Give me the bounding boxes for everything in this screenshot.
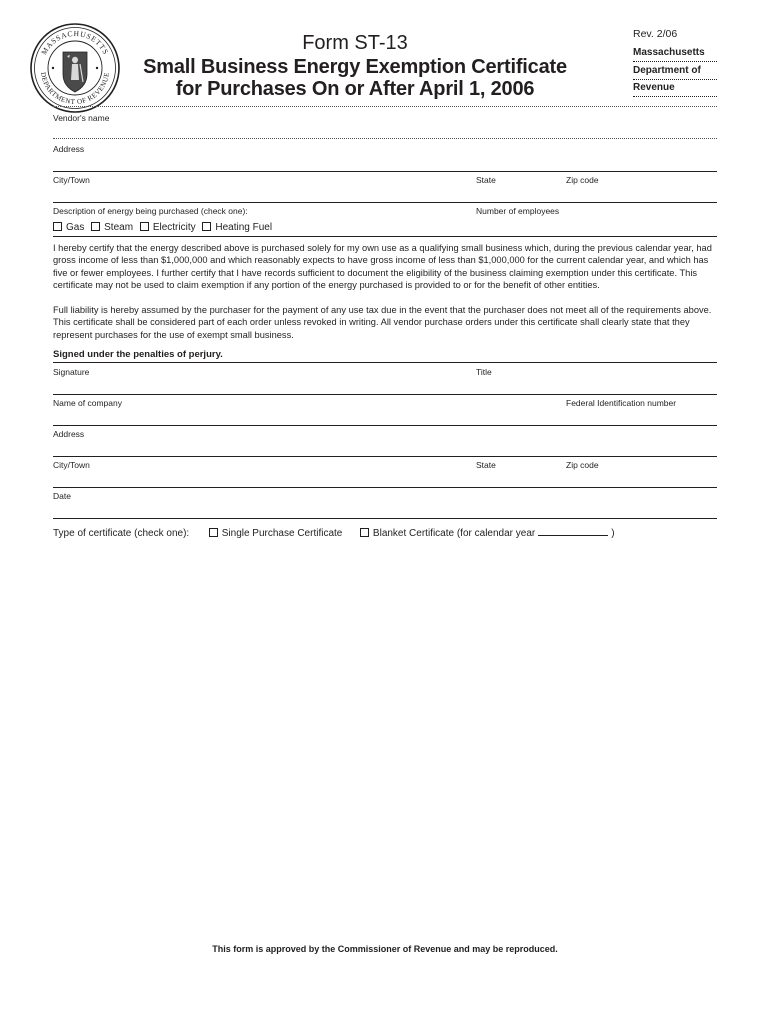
perjury-heading: Signed under the penalties of perjury. bbox=[53, 349, 223, 360]
certificate-type-label: Type of certificate (check one): bbox=[53, 528, 190, 539]
electricity-checkbox[interactable] bbox=[140, 222, 149, 231]
certification-paragraph: I hereby certify that the energy described above is purchased solely for my own use as a qualifying small business which, during the previous calendar year, had gross income of less than $1,000,000 and which reasonably expects to have gross income of less than $1,000,000 for the current calendar year, and which has five or fewer employees. I further certify that I have records sufficient to document the eligibility of the business claiming exemption under this certificate. This certificate may not be used to claim exemption if any portion of the energy purchased is provided to or for the benefit of other entities. bbox=[53, 243, 712, 291]
department-line3: Revenue bbox=[633, 82, 717, 97]
header-divider bbox=[53, 106, 717, 107]
purchaser-zip-label: Zip code bbox=[566, 460, 599, 470]
title-label: Title bbox=[476, 367, 492, 377]
heating-fuel-checkbox[interactable] bbox=[202, 222, 211, 231]
footer-note: This form is approved by the Commissioner of Revenue and may be reproduced. bbox=[212, 944, 558, 954]
vendor-city-line[interactable] bbox=[53, 202, 717, 203]
vendor-city-label: City/Town bbox=[53, 175, 90, 185]
energy-options bbox=[53, 222, 276, 233]
purchaser-city-line[interactable] bbox=[53, 487, 717, 488]
signature-top-line bbox=[53, 362, 717, 363]
svg-text:MASSACHUSETTS: MASSACHUSETTS bbox=[39, 28, 111, 57]
energy-line bbox=[53, 236, 717, 237]
vendor-address-line[interactable] bbox=[53, 171, 717, 172]
signature-line[interactable] bbox=[53, 394, 717, 395]
energy-option-electricity[interactable]: Electricity bbox=[140, 222, 196, 233]
revision-label: Rev. 2/06 bbox=[633, 28, 678, 40]
form-number: Form ST-13 bbox=[302, 32, 408, 54]
single-purchase-checkbox[interactable] bbox=[209, 528, 218, 537]
steam-checkbox[interactable] bbox=[91, 222, 100, 231]
date-line[interactable] bbox=[53, 518, 717, 519]
energy-option-gas[interactable]: Gas bbox=[53, 222, 84, 233]
energy-option-steam[interactable]: Steam bbox=[91, 222, 133, 233]
vendor-zip-label: Zip code bbox=[566, 175, 599, 185]
purchaser-address-label: Address bbox=[53, 429, 85, 439]
blanket-certificate-checkbox[interactable] bbox=[360, 528, 369, 537]
gas-checkbox[interactable] bbox=[53, 222, 62, 231]
company-name-line[interactable] bbox=[53, 425, 717, 426]
vendor-state-label: State bbox=[476, 175, 496, 185]
single-purchase-option[interactable]: Single Purchase Certificate bbox=[209, 528, 343, 539]
date-label: Date bbox=[53, 491, 71, 501]
liability-paragraph: Full liability is hereby assumed by the purchaser for the payment of any use tax due in the event that the purchaser does not meet all of the requirements above. This certificate shall be considered part of each order unless revoked in writing. All vendor purchase orders under this certificate shall clearly state that they represent purchases for the use of exempt small business. bbox=[53, 305, 712, 340]
purchaser-city-label: City/Town bbox=[53, 460, 90, 470]
vendor-name-label: Vendor's name bbox=[53, 113, 110, 123]
form-title-line2: for Purchases On or After April 1, 2006 bbox=[175, 78, 535, 100]
federal-id-label: Federal Identification number bbox=[566, 398, 677, 408]
purchaser-address-line[interactable] bbox=[53, 456, 717, 457]
company-name-label: Name of company bbox=[53, 398, 122, 408]
department-line2: Department of bbox=[633, 65, 717, 80]
certificate-type-row: Type of certificate (check one): Single Purchase Certificate Blanket Certificate (for calendar year ) bbox=[53, 528, 615, 539]
energy-option-heating-fuel[interactable]: Heating Fuel bbox=[202, 222, 272, 233]
vendor-address-label: Address bbox=[53, 144, 85, 154]
energy-description-label: Description of energy being purchased (check one): bbox=[53, 206, 248, 216]
calendar-year-field[interactable] bbox=[538, 535, 608, 536]
purchaser-state-label: State bbox=[476, 460, 496, 470]
blanket-certificate-option[interactable]: Blanket Certificate (for calendar year bbox=[360, 528, 535, 539]
svg-text:DEPARTMENT OF REVENUE: DEPARTMENT OF REVENUE bbox=[39, 71, 111, 107]
state-seal-logo bbox=[29, 22, 121, 114]
number-of-employees-label: Number of employees bbox=[476, 206, 560, 216]
vendor-name-line[interactable] bbox=[53, 138, 717, 139]
signature-label: Signature bbox=[53, 367, 90, 377]
department-line1: Massachusetts bbox=[633, 47, 717, 62]
form-title-line1: Small Business Energy Exemption Certificate bbox=[143, 56, 567, 78]
